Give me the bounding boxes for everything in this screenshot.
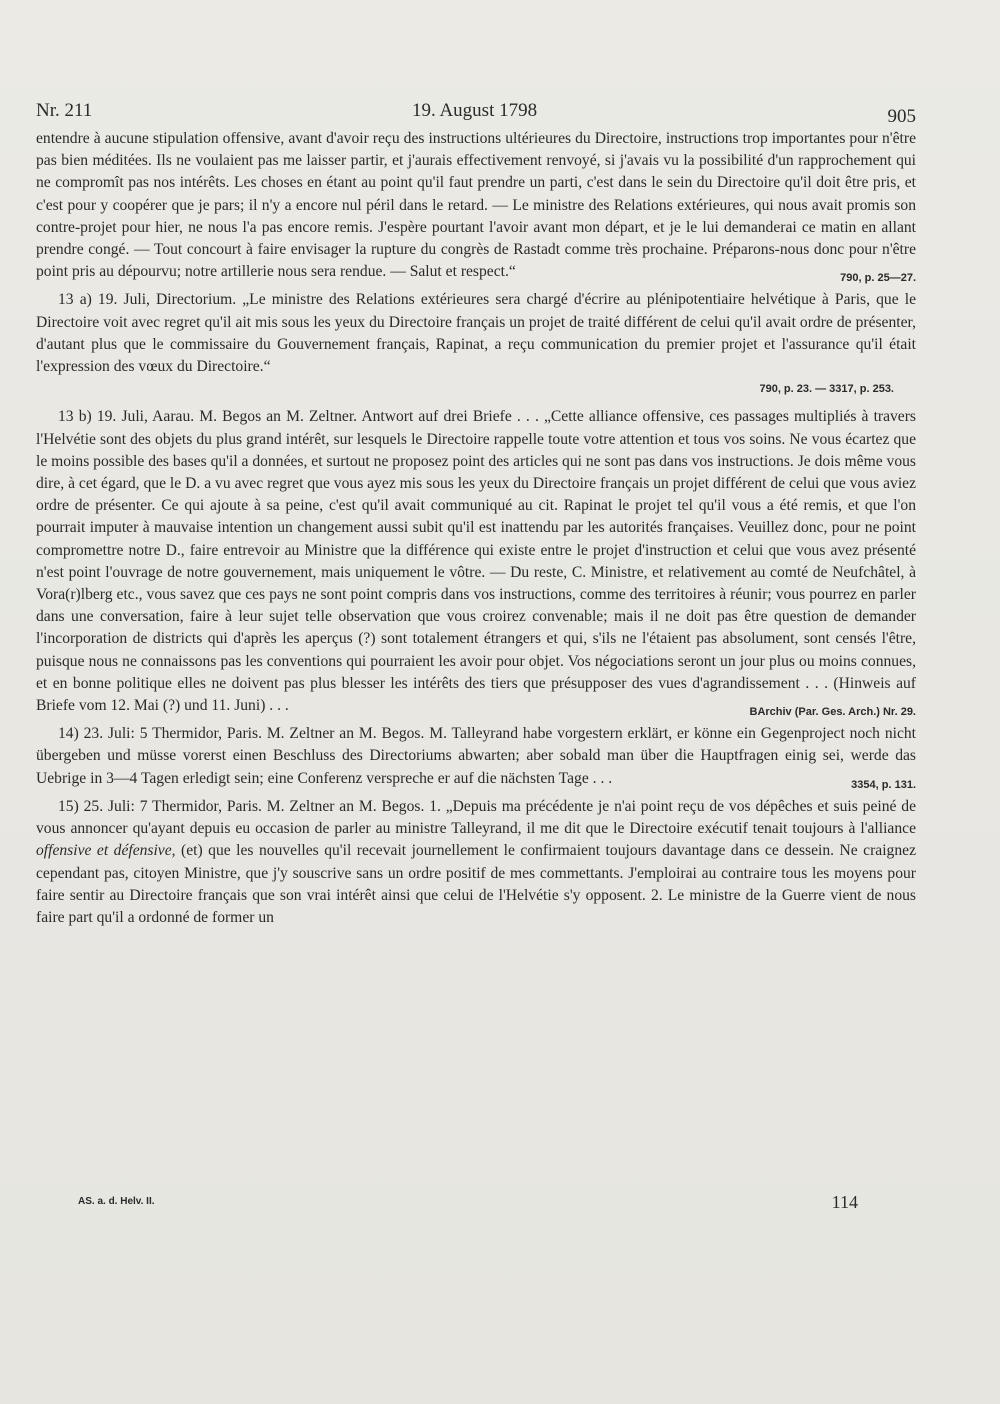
paragraph-text: 14) 23. Juli: 5 Thermidor, Paris. M. Zeltner an M. Begos. M. Talleyrand habe vorgestern erklärt, er könne ein Gegenproject noch nicht übergeben und müsse vorerst einen Beschluss des Directoriums abwarten; aber sobald man über die Hauptfragen einig sei, werde das Uebrige in 3—4 Tagen erledigt sein; eine Conferenz verspreche er auf die nächsten Tage . . . <box>36 725 916 787</box>
page-footer <box>78 1192 858 1216</box>
source-reference: 790, p. 23. — 3317, p. 253. <box>759 383 894 396</box>
page-date: 19. August 1798 <box>412 100 538 121</box>
paragraph-13b <box>36 406 916 717</box>
paragraph-text: 13 a) 19. Juli, Directorium. „Le ministre des Relations extérieures sera chargé d'écrire au plénipotentiaire helvétique à Paris, que le Directoire voit avec regret qu'il ait mis sous les yeux du Directoire français un projet de traité différent de celui qu'il avait ordre de présenter, d'autant plus que le commissaire du Gouvernement français, Rapinat, a reçu communication du premier projet et l'assurance qu'il était l'expression des vœux du Directoire.“ <box>36 291 916 376</box>
paragraph-13a <box>36 289 916 378</box>
paragraph-text: 15) 25. Juli: 7 Thermidor, Paris. M. Zeltner an M. Begos. 1. „Depuis ma précédente je n'ai point reçu de vos dépêches et suis peiné de vous annoncer qu'ayant depuis eu occasion de parler au ministre Talleyrand, il me dit que le Directoire exécutif tenait toujours à l'alliance <box>36 797 916 838</box>
body-text <box>36 128 916 929</box>
signature-mark: AS. a. d. Helv. II. <box>78 1196 155 1207</box>
paragraph-text: 13 b) 19. Juli, Aarau. M. Begos an M. Zeltner. Antwort auf drei Briefe . . . „Cette alliance offensive, ces passages multipliés à travers l'Helvétie sont des objets du plus grand intérêt, sur lesquels le Directoire rappelle toute votre attention et tous vos soins. Ne vous écartez que le moins possible des bases qu'il a données, et surtout ne proposez point des articles qui ne sont pas dans vos instructions. Je dois même vous dire, à cet égard, que le D. a vu avec regret que vous ayez mis sous les yeux du Directoire français un projet différent de celui que vous aviez ordre de présenter. Ce qui ajoute à sa peine, c'est qu'il avait communiqué au cit. Rapinat le projet tel qu'il vous a été remis, et que l'on pourrait imputer à mauvaise intention un changement aussi subit qu'il est inattendu par les autorités françaises. Veuillez donc, pour ne point compromettre notre D., faire entrevoir au Ministre que la différence qui existe entre le projet d'instruction et celui que vous avez présenté n'est point l'ouvrage de notre gouvernement, mais uniquement le vôtre. — Du reste, C. Ministre, et relativement au comté de Neufchâtel, à Vora(r)lberg etc., vous savez que ces pays ne sont point compris dans vos instructions, comme des territoires à réunir; vous pourrez en parler dans une conversation, faire à leur sujet telle observation que vous croirez convenable; mais il ne doit pas être question de demander l'incorporation de districts qui d'après les aperçus (?) sont totalement étrangers et qui, s'ils ne l'étaient pas absolument, sont censés l'être, puisque nous ne connaissons pas les conventions qui pourraient les avoir pour objet. Vos négociations seront un jour plus ou moins connues, et en bonne politique elles ne doivent pas plus blesser les intérêts des tiers que présupposer des vues d'agrandissement . . . (Hinweis auf Briefe vom 12. Mai (?) und 11. Juni) . . . <box>36 408 916 715</box>
page-header <box>36 100 916 127</box>
document-number: Nr. 211 <box>36 100 93 121</box>
source-reference: BArchiv (Par. Ges. Arch.) Nr. 29. <box>749 706 916 719</box>
paragraph-text: entendre à aucune stipulation offensive, avant d'avoir reçu des instructions ultérieures du Directoire, instructions trop importantes pour n'être pas bien méditées. Ils ne voulaient pas me laisser partir, et j'aurais effectivement renvoyé, si j'avais vu la possibilité d'un rapprochement qui ne compromît pas nos intérêts. Les choses en étant au point qu'il faut prendre un parti, c'est dans le sein du Directoire qu'il doit être pris, et c'est pour y coopérer que je pars; il n'y a encore nul péril dans le retard. — Le ministre des Relations extérieures, qui nous avait promis son contre-projet pour hier, ne nous l'a pas encore remis. J'espère pourtant l'avoir avant mon départ, et je le lui demanderai ce matin en allant prendre congé. — Tout concourt à faire envisager la rupture du congrès de Rastadt comme très prochaine. Préparons-nous donc pour n'être point pris au dépourvu; notre artillerie nous sera rendue. — Salut et respect.“ <box>36 130 916 281</box>
paragraph-14 <box>36 723 916 790</box>
source-reference: 3354, p. 131. <box>851 778 916 791</box>
paragraph-continuation <box>36 128 916 283</box>
page-number: 905 <box>887 106 916 127</box>
sheet-number: 114 <box>831 1192 858 1212</box>
paragraph-15 <box>36 796 916 929</box>
emphasis-text: offensive et défensive, <box>36 842 176 860</box>
paragraph-text: (et) que les nouvelles qu'il recevait journellement le confirmaient toujours davantage dans ce dessein. Ne craignez cependant pas, citoyen Ministre, que j'y souscrive sans un ordre positif de mes commettants. J'emploirai au contraire tous les moyens pour faire sentir au Directoire français que son vrai intérêt ainsi que celui de l'Helvétie s'y opposent. 2. Le ministre de la Guerre vient de nous faire part qu'il a ordonné de former un <box>36 842 916 926</box>
source-reference: 790, p. 25—27. <box>840 272 916 285</box>
